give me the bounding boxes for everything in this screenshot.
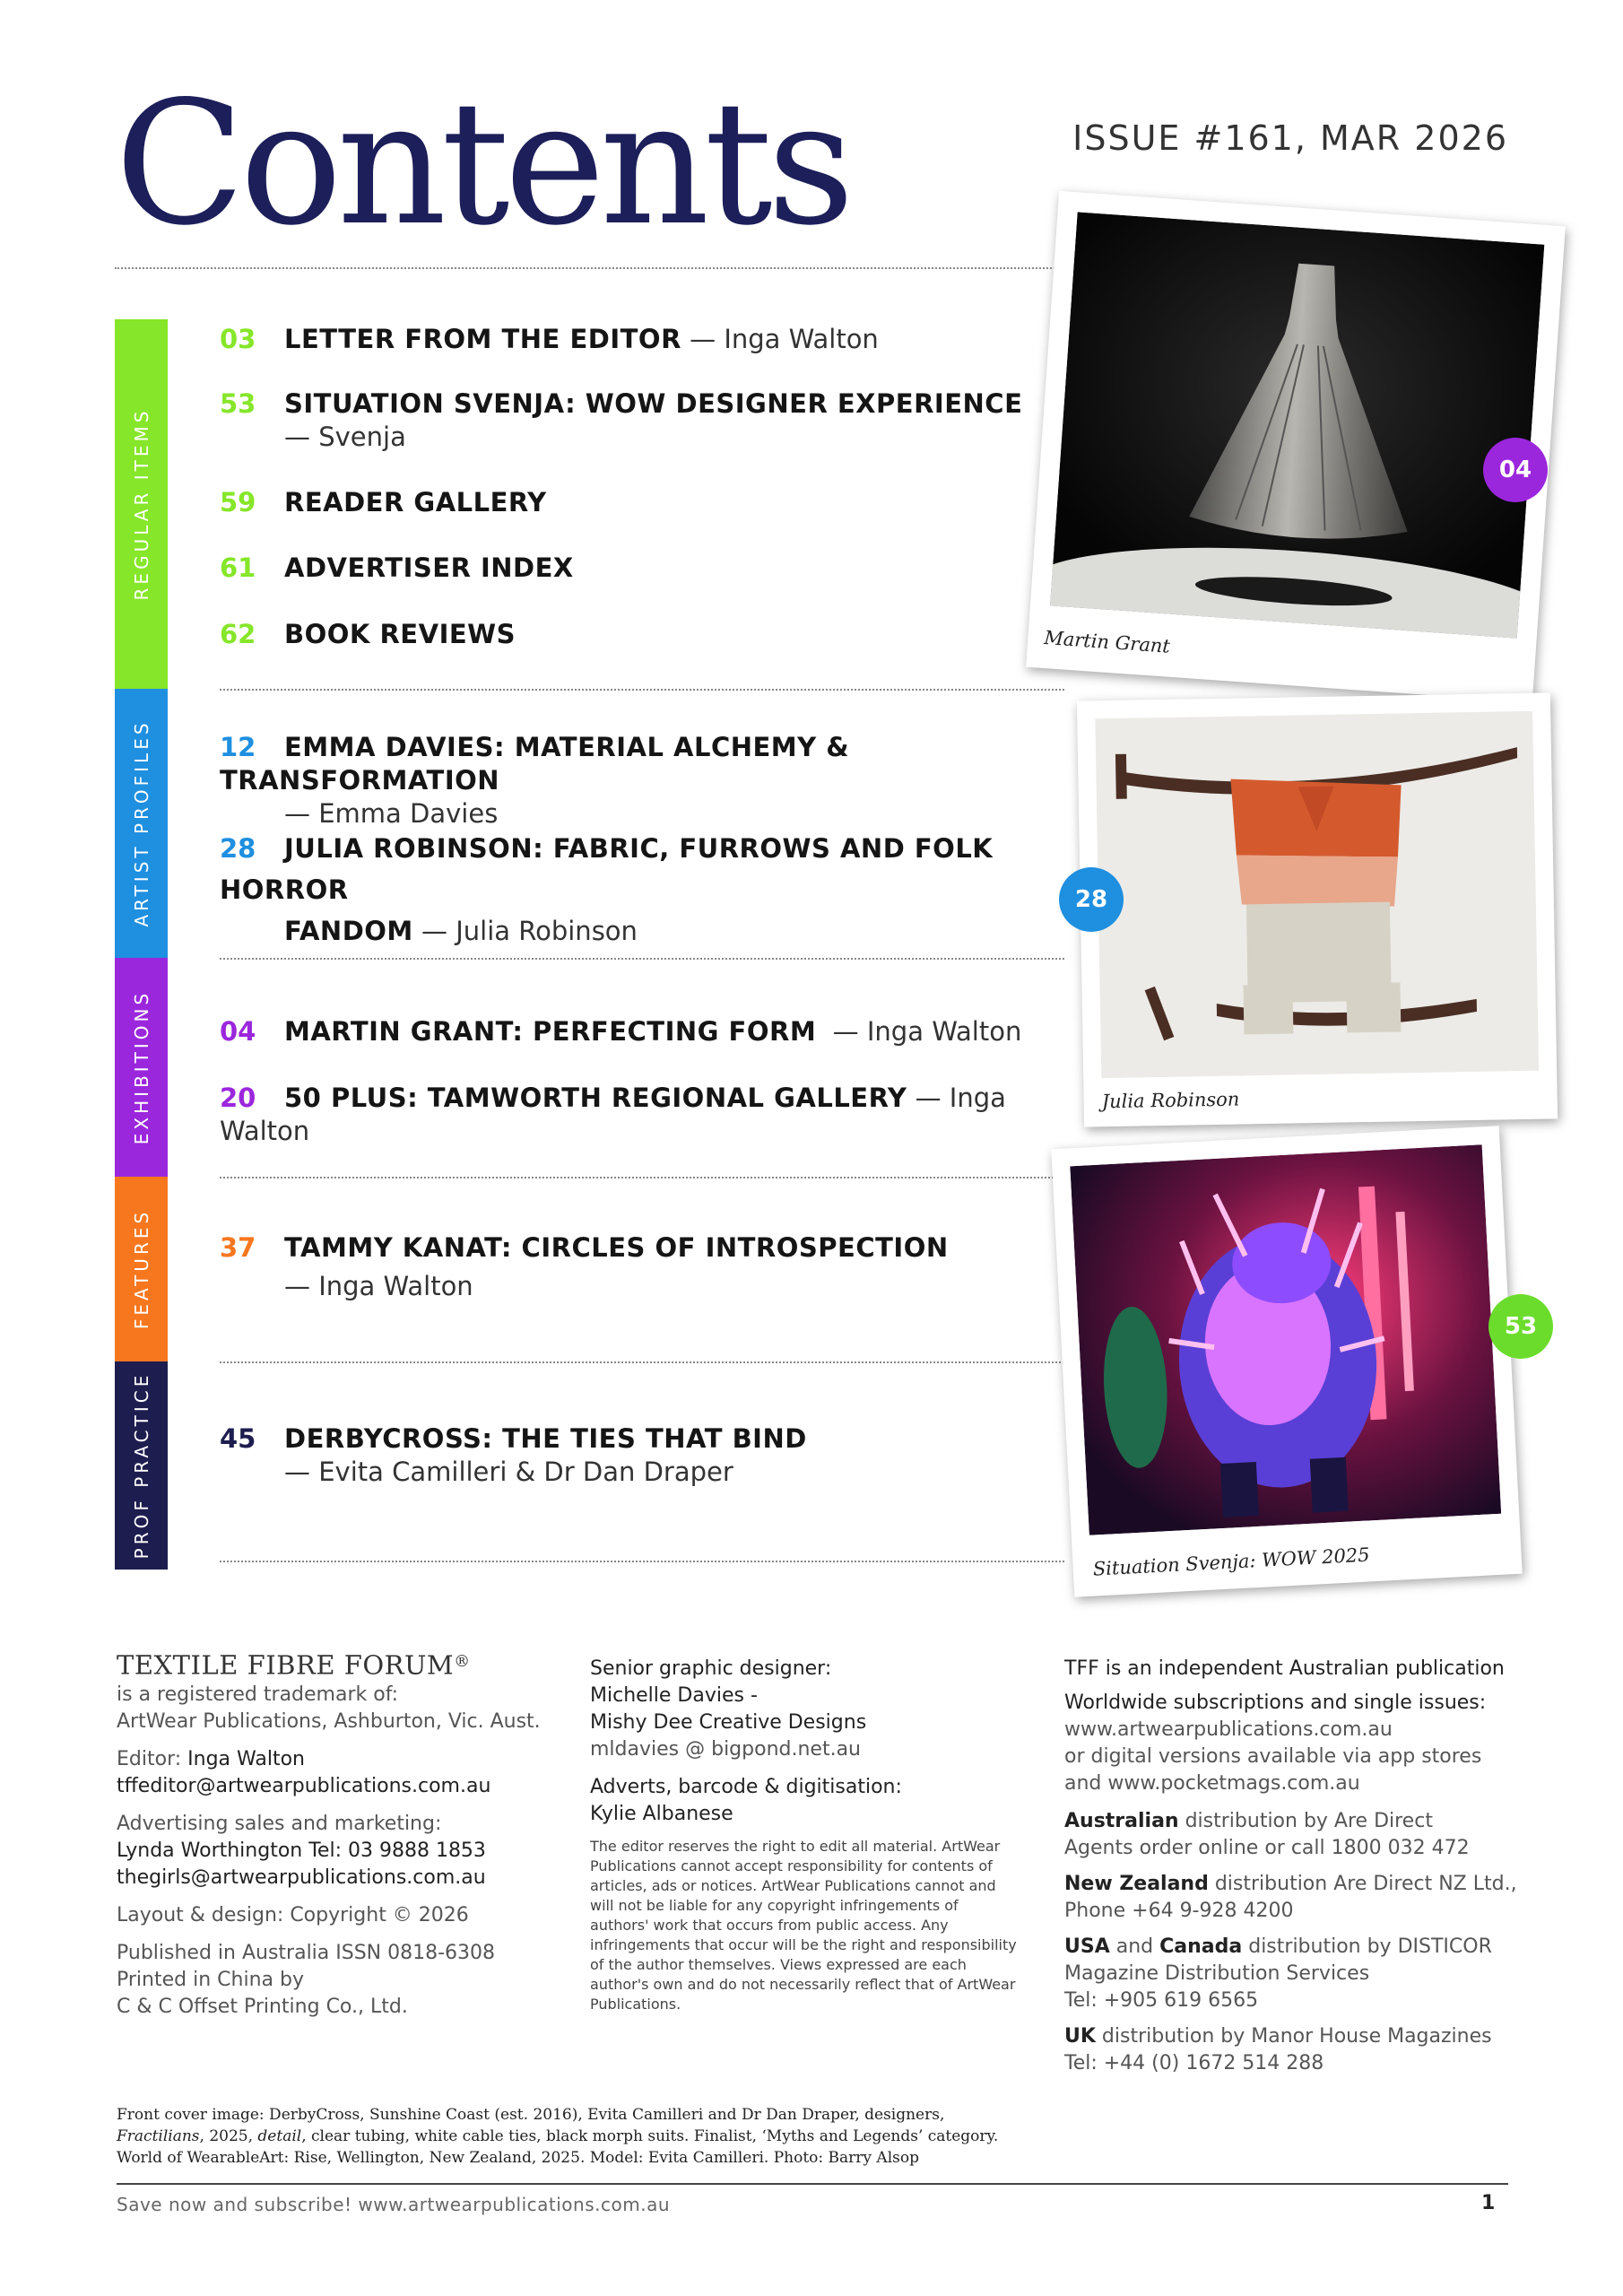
subscriptions-label: Worldwide subscriptions and single issues:	[1064, 1692, 1487, 1714]
page-number: 61	[220, 552, 256, 583]
section-label: FEATURES	[130, 1208, 152, 1330]
section-label: PROF PRACTICE	[130, 1371, 152, 1560]
entry-author: — Emma Davies	[284, 798, 499, 829]
cover-note-text: , 2025,	[199, 2127, 258, 2145]
photo-caption: Julia Robinson	[1101, 1088, 1240, 1113]
subscribe-note[interactable]: Save now and subscribe! www.artwearpublications.com.au	[117, 2194, 670, 2215]
publication-name: TEXTILE FIBRE FORUM	[117, 1649, 455, 1681]
divider	[220, 958, 1064, 960]
independent-note: TFF is an independent Australian publication	[1064, 1657, 1505, 1680]
entry-author: — Inga Walton	[220, 1083, 1006, 1146]
region-new-zealand: New Zealand	[1064, 1873, 1209, 1895]
design-info	[590, 1656, 1020, 2014]
section-label: EXHIBITIONS	[130, 989, 152, 1145]
printer-name: C & C Offset Printing Co., Ltd.	[117, 1996, 408, 2019]
distribution-text: Tel: +905 619 6565	[1064, 1989, 1259, 2012]
region-uk: UK	[1064, 2025, 1096, 2048]
editor-label: Editor:	[117, 1748, 188, 1771]
designer-email[interactable]: mldavies @ bigpond.net.au	[590, 1738, 861, 1761]
wearable-art-image	[1070, 1144, 1501, 1535]
disclaimer: The editor reserves the right to edit all material. ArtWear Publications cannot accept responsibility for contents of articles, ads or notices. ArtWear Publications cannot and will not be liable for any copyright infringements of authors' work that occurs from public access. Any infringements that occur will be the right and responsibility of the author themselves. Views expressed are each author's own and do not necessarily reflect that of ArtWear Publications.	[590, 1838, 1017, 2013]
entry-title-continued: FANDOM	[284, 916, 413, 946]
issn-line: Published in Australia ISSN 0818-6308	[117, 1942, 496, 1965]
layout-copyright: Layout & design: Copyright © 2026	[117, 1904, 469, 1927]
registered-mark: ®	[454, 1652, 471, 1671]
gown-image	[1050, 212, 1544, 638]
entry-title: SITUATION SVENJA: WOW DESIGNER EXPERIENCE	[284, 388, 1023, 419]
page-number: 04	[220, 1016, 256, 1047]
distribution-info	[1064, 1656, 1567, 2077]
section-label: ARTIST PROFILES	[130, 719, 152, 927]
page-number: 62	[220, 619, 256, 649]
issue-label: ISSUE #161, MAR 2026	[1072, 118, 1508, 158]
subscriptions-url[interactable]: www.artwearpublications.com.au	[1064, 1718, 1393, 1741]
region-usa: USA	[1064, 1935, 1110, 1958]
cover-work-title: Fractilians	[117, 2127, 200, 2145]
toc-entry[interactable]	[220, 323, 1072, 356]
digital-note: or digital versions available via app stores	[1064, 1745, 1482, 1768]
section-bar-prof-practice	[115, 1361, 168, 1570]
page-number: 12	[220, 732, 256, 762]
entry-title: BOOK REVIEWS	[284, 619, 516, 649]
toc-entry[interactable]	[220, 1015, 1072, 1048]
page-number: 28	[220, 833, 256, 864]
entry-author: — Evita Camilleri & Dr Dan Draper	[284, 1457, 733, 1487]
toc-entry[interactable]	[220, 387, 1072, 454]
entry-title: READER GALLERY	[284, 487, 547, 517]
divider	[220, 1561, 1064, 1562]
page-number: 53	[220, 388, 256, 419]
distribution-text: distribution by Manor House Magazines	[1095, 2025, 1492, 2048]
entry-title: EMMA DAVIES: MATERIAL ALCHEMY & TRANSFORMATION	[220, 732, 850, 796]
toc-entry[interactable]	[220, 552, 1072, 585]
entry-author: — Inga Walton	[284, 1271, 473, 1301]
distribution-text: distribution Are Direct NZ Ltd.,	[1208, 1873, 1517, 1895]
entry-title: 50 PLUS: TAMWORTH REGIONAL GALLERY	[284, 1083, 907, 1113]
ads-email[interactable]: thegirls@artwearpublications.com.au	[117, 1866, 486, 1890]
editor-email[interactable]: tffeditor@artwearpublications.com.au	[117, 1775, 491, 1798]
photo-julia-robinson[interactable]	[1077, 692, 1558, 1126]
photo-caption: Situation Svenja: WOW 2025	[1092, 1544, 1371, 1580]
divider	[115, 267, 1065, 269]
entry-author: — Inga Walton	[690, 324, 879, 354]
toc-entry[interactable]	[220, 1082, 1072, 1148]
distribution-text: distribution by DISTICOR	[1242, 1935, 1492, 1958]
distribution-text: Phone +64 9-928 4200	[1064, 1900, 1294, 1922]
toc-entry[interactable]	[220, 618, 1072, 651]
page-title: Contents	[115, 65, 850, 263]
section-bar-features	[115, 1177, 168, 1361]
cover-note-text: Front cover image: DerbyCross, Sunshine Coast (est. 2016), Evita Camilleri and Dr Dan Draper, designers,	[117, 2106, 945, 2124]
textile-artwork-image	[1095, 711, 1539, 1078]
entry-title: DERBYCROSS: THE TIES THAT BIND	[284, 1423, 807, 1454]
region-australia: Australian	[1064, 1810, 1179, 1832]
toc-entry[interactable]	[220, 486, 1072, 519]
section-bar-regular-items	[115, 319, 168, 689]
region-canada: Canada	[1159, 1935, 1243, 1958]
distribution-text: Tel: +44 (0) 1672 514 288	[1064, 2052, 1324, 2074]
publisher-info	[117, 1648, 583, 2021]
page-badge-04[interactable]: 04	[1483, 438, 1548, 502]
trademark-line: is a registered trademark of:	[117, 1683, 399, 1707]
entry-title: MARTIN GRANT: PERFECTING FORM	[284, 1016, 817, 1047]
page-number-footer: 1	[1481, 2192, 1496, 2214]
designer-label: Senior graphic designer:	[590, 1657, 832, 1680]
distribution-text: distribution by Are Direct	[1178, 1810, 1433, 1832]
footer-rule	[117, 2183, 1508, 2185]
page-badge-28[interactable]: 28	[1059, 867, 1124, 932]
printed-line: Printed in China by	[117, 1969, 304, 1992]
photo-caption: Martin Grant	[1043, 626, 1171, 657]
photo-martin-grant[interactable]	[1026, 191, 1566, 702]
editor-name: Inga Walton	[187, 1748, 305, 1771]
toc-entry[interactable]	[220, 1422, 1072, 1489]
entry-title: LETTER FROM THE EDITOR	[284, 324, 681, 354]
distribution-text: and	[1109, 1935, 1160, 1958]
section-bar-artist-profiles	[115, 689, 168, 958]
entry-title: JULIA ROBINSON: FABRIC, FURROWS AND FOLK HORROR	[220, 833, 994, 905]
page-number: 59	[220, 487, 256, 517]
adverts-label: Adverts, barcode & digitisation:	[590, 1776, 902, 1798]
entry-title: TAMMY KANAT: CIRCLES OF INTROSPECTION	[284, 1232, 949, 1263]
entry-author: — Inga Walton	[832, 1016, 1022, 1047]
toc-entry[interactable]	[220, 828, 1072, 952]
entry-author: — Julia Robinson	[421, 916, 638, 946]
cover-image-note	[117, 2104, 1022, 2169]
designer-name: Michelle Davies -	[590, 1684, 758, 1707]
page-number: 20	[220, 1083, 256, 1113]
page-number: 45	[220, 1423, 256, 1454]
page-number: 03	[220, 324, 256, 354]
cover-note-text: , clear tubing, white cable ties, black morph suits. Finalist, ‘Myths and Legends’ category. World of WearableArt: Rise, Wellington, New Zealand, 2025. Model: Evita Camilleri. Photo: Barry Alsop	[117, 2127, 999, 2167]
toc-entry[interactable]	[220, 1229, 1072, 1306]
trademark-line: ArtWear Publications, Ashburton, Vic. Aust.	[117, 1710, 541, 1734]
digital-note: and www.pocketmags.com.au	[1064, 1772, 1360, 1795]
distribution-text: Magazine Distribution Services	[1064, 1962, 1370, 1985]
ads-label: Advertising sales and marketing:	[117, 1813, 442, 1836]
divider	[220, 1361, 1064, 1363]
designer-company: Mishy Dee Creative Designs	[590, 1711, 867, 1734]
ads-contact: Lynda Worthington Tel: 03 9888 1853	[117, 1839, 486, 1863]
section-bar-exhibitions	[115, 958, 168, 1177]
divider	[220, 689, 1064, 691]
page-badge-53[interactable]: 53	[1488, 1294, 1553, 1359]
photo-situation-svenja[interactable]	[1051, 1126, 1522, 1596]
divider	[220, 1177, 1064, 1178]
section-label: REGULAR ITEMS	[130, 407, 152, 601]
page-number: 37	[220, 1232, 256, 1263]
adverts-name: Kylie Albanese	[590, 1803, 733, 1825]
distribution-text: Agents order online or call 1800 032 472	[1064, 1837, 1470, 1859]
entry-title: ADVERTISER INDEX	[284, 552, 574, 583]
toc-entry[interactable]	[220, 731, 1072, 831]
cover-detail: detail	[257, 2127, 302, 2145]
entry-author: — Svenja	[284, 422, 406, 452]
